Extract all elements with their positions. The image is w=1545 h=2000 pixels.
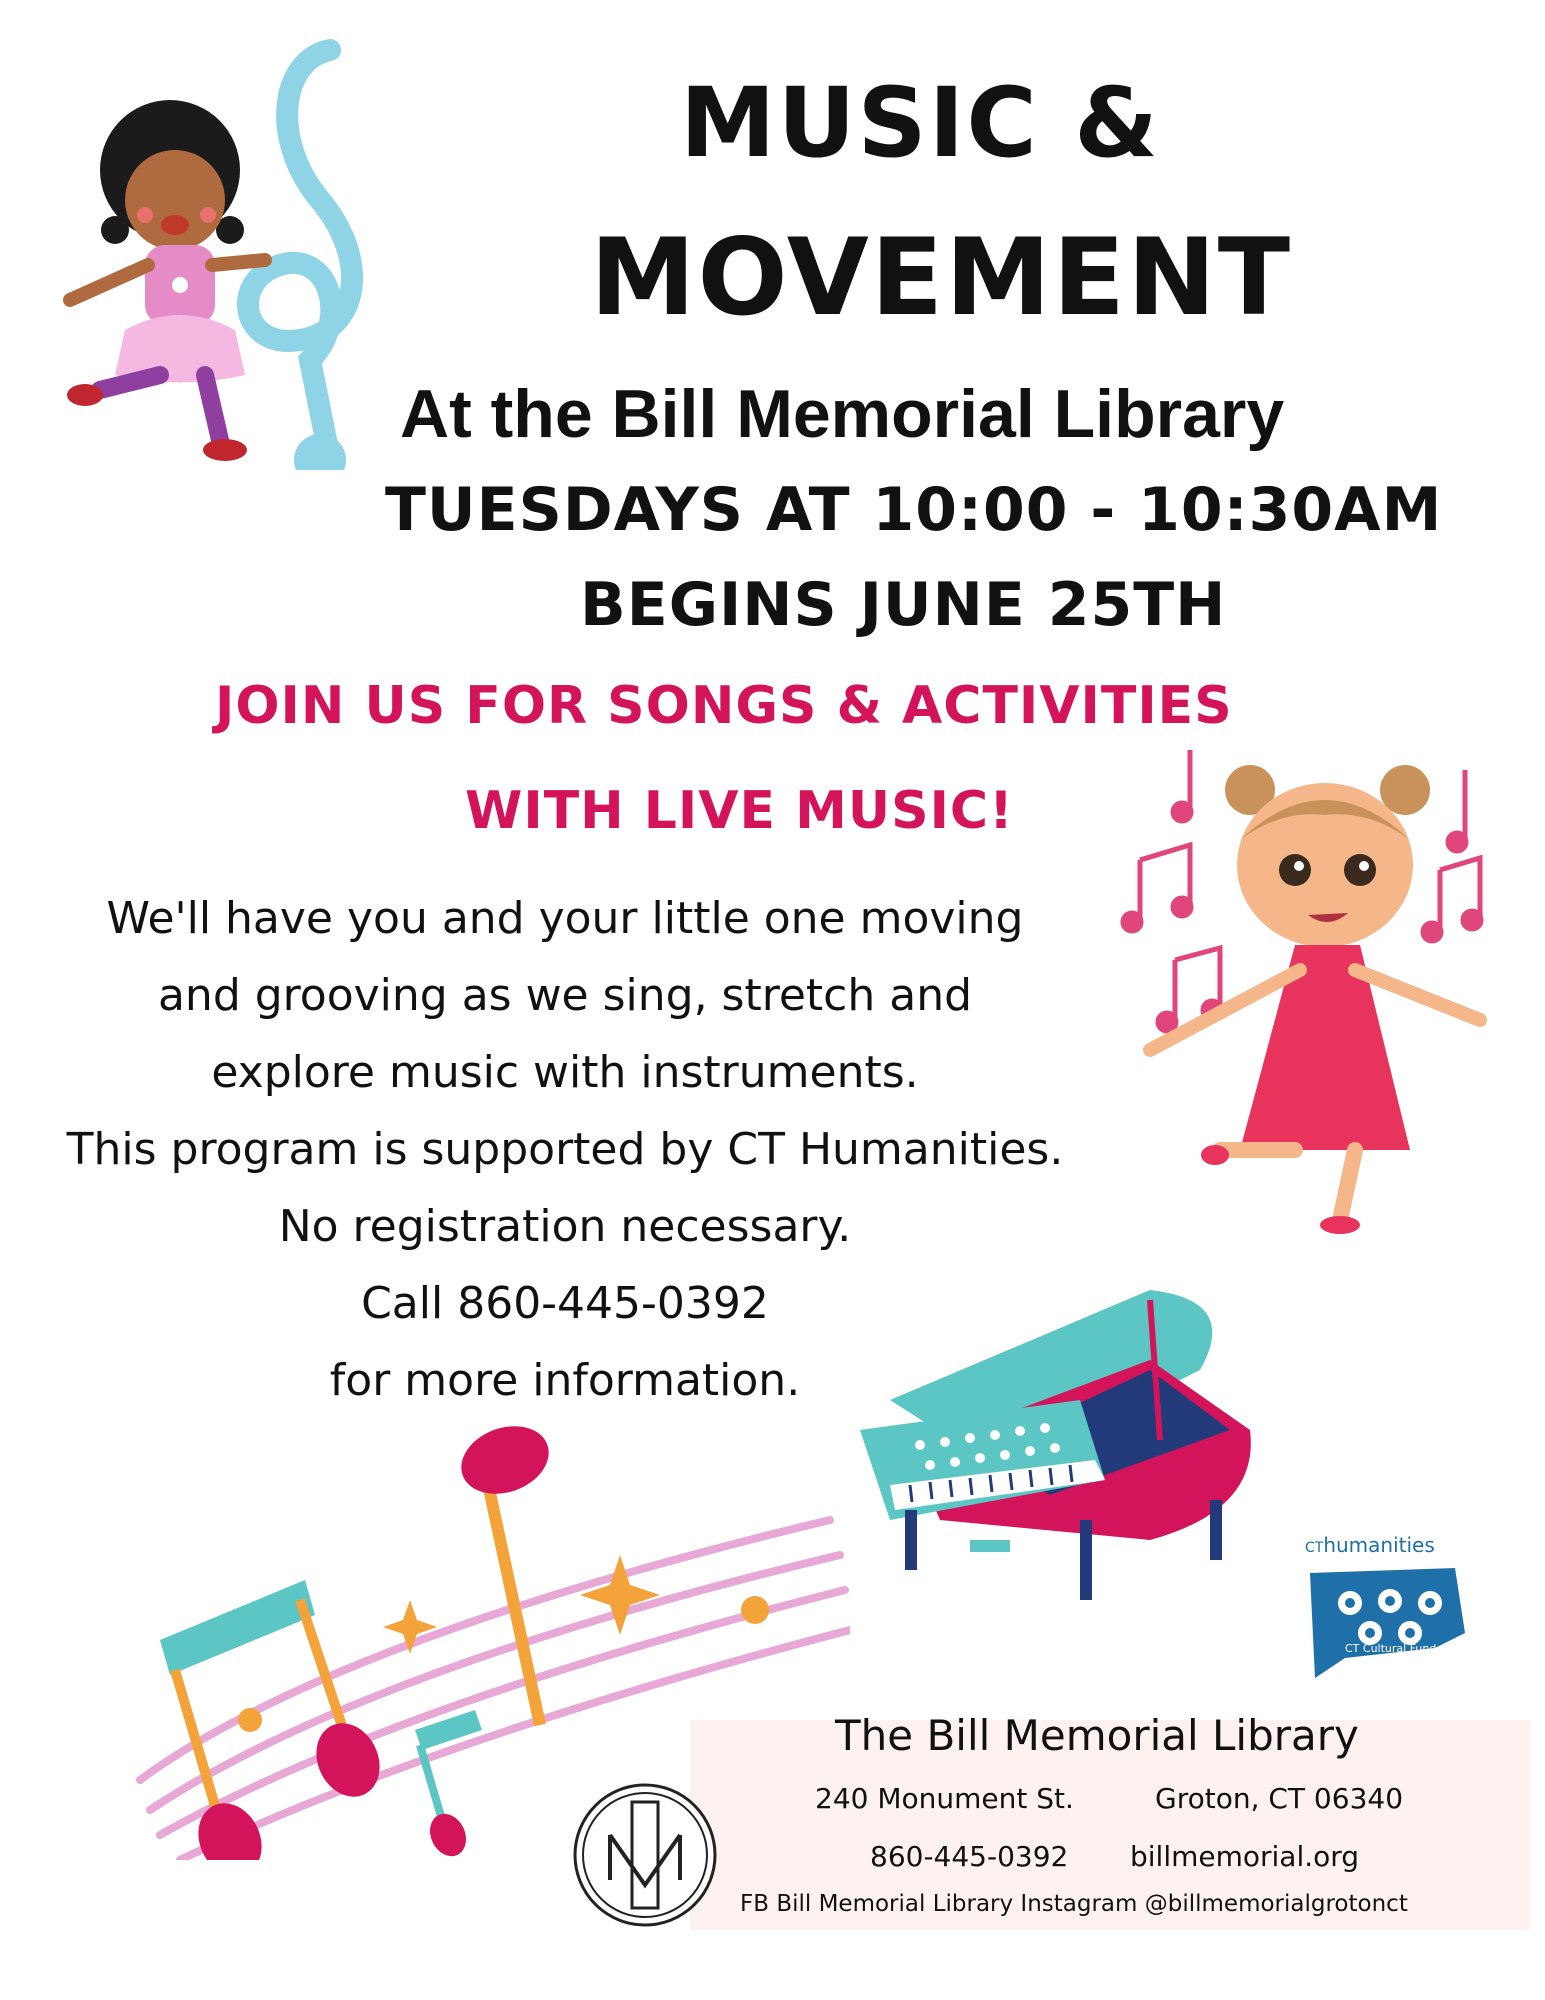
ct-humanities-logo xyxy=(1305,1535,1475,1685)
connecticut-map-icon xyxy=(1305,1563,1475,1683)
footer-phone[interactable]: 860-445-0392 xyxy=(870,1840,1069,1873)
description-line: This program is supported by CT Humanities. xyxy=(66,1124,1064,1175)
grand-piano-illustration xyxy=(850,1280,1270,1630)
ct-prefix: CT xyxy=(1305,1540,1324,1556)
description-line: Call 860-445-0392 xyxy=(361,1278,769,1329)
bml-seal-logo xyxy=(570,1780,720,1930)
dancing-girl-illustration xyxy=(1120,730,1520,1240)
footer-city: Groton, CT 06340 xyxy=(1155,1782,1404,1815)
footer-website-link[interactable]: billmemorial.org xyxy=(1130,1840,1360,1873)
description-line: We'll have you and your little one moving xyxy=(106,893,1024,944)
tagline-line-1: JOIN US FOR SONGS & ACTIVITIES xyxy=(215,676,1233,736)
subtitle: At the Bill Memorial Library xyxy=(400,376,1285,452)
description-line: explore music with instruments. xyxy=(211,1047,919,1098)
description-line: and grooving as we sing, stretch and xyxy=(157,970,973,1021)
humanities-word: humanities xyxy=(1323,1533,1435,1557)
title-line-2: MOVEMENT xyxy=(590,216,1293,339)
footer-library-name: The Bill Memorial Library xyxy=(835,1711,1359,1760)
dancing-girl-treble-clef-illustration xyxy=(30,30,450,470)
schedule-line: TUESDAYS AT 10:00 - 10:30AM xyxy=(385,475,1443,545)
description-line: for more information. xyxy=(329,1355,801,1406)
description-line: No registration necessary. xyxy=(278,1201,852,1252)
ct-humanities-wordmark xyxy=(1305,1535,1435,1555)
footer-social: FB Bill Memorial Library Instagram @billmemorialgrotonct xyxy=(740,1891,1408,1917)
title-line-1: MUSIC & xyxy=(680,67,1160,179)
bml-seal-icon xyxy=(570,1780,720,1930)
ct-cultural-fund-text: CT Cultural Fund xyxy=(1345,1642,1437,1655)
tagline-line-2: WITH LIVE MUSIC! xyxy=(465,781,1014,841)
footer-street: 240 Monument St. xyxy=(815,1782,1074,1815)
start-date-line: BEGINS JUNE 25TH xyxy=(580,570,1227,640)
